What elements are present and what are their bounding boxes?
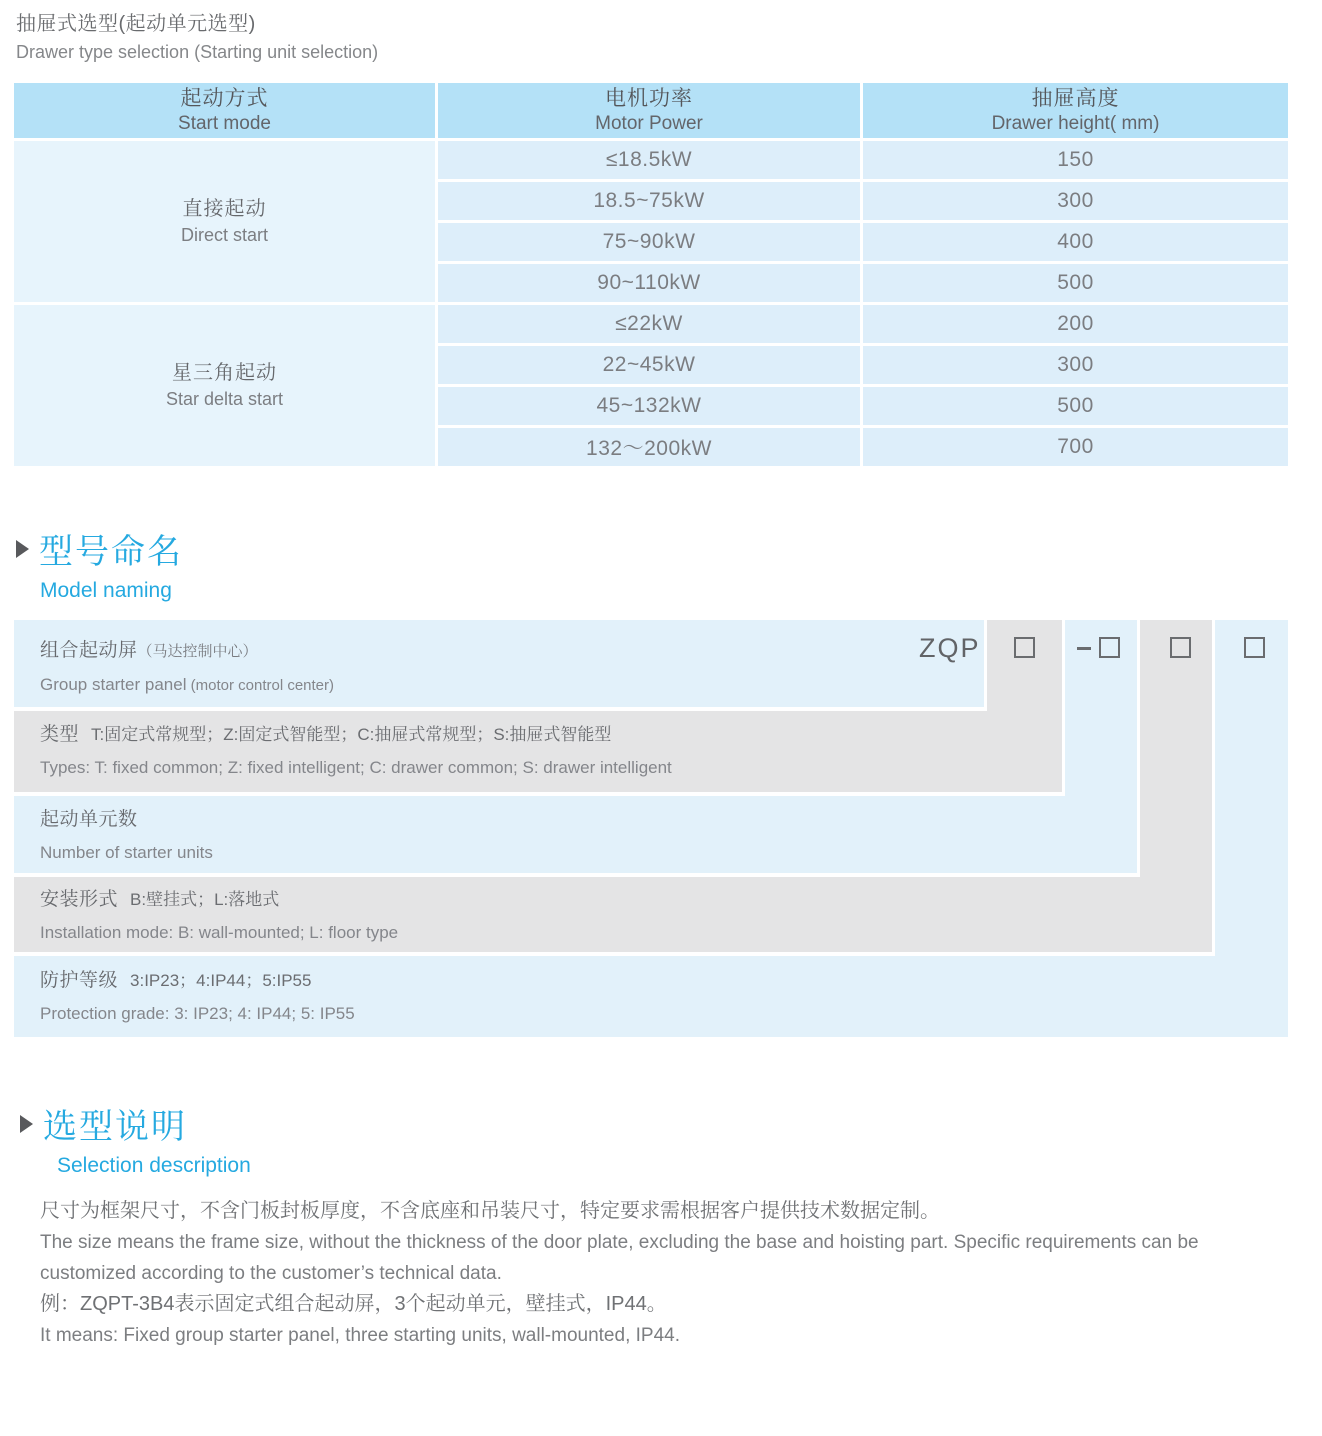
drawer-selection-table — [14, 83, 1288, 466]
row-text-en: Number of starter units — [40, 843, 213, 862]
description-line: 尺寸为框架尺寸，不含门板封板厚度，不含底座和吊装尺寸，特定要求需根据客户提供技术数据定制。 — [40, 1200, 940, 1222]
power-cell: 22~45kW — [438, 346, 860, 384]
power-cell: 45~132kW — [438, 387, 860, 425]
mode-zh: 直接起动 — [182, 198, 267, 220]
power-cell: 18.5~75kW — [438, 182, 860, 220]
model-code-box-type — [1014, 637, 1035, 658]
height-cell: 200 — [863, 305, 1288, 343]
section-title-en: Model naming — [40, 579, 172, 602]
section-selection-description-title — [20, 1099, 251, 1178]
model-code-box-unit-count — [1099, 637, 1120, 658]
section-model-naming-title — [16, 524, 183, 603]
model-code-box-protection — [1244, 637, 1265, 658]
row-label-zh: 类型 — [40, 724, 80, 745]
description-line: 例：ZQPT-3B4表示固定式组合起动屏，3个起动单元，壁挂式，IP44。 — [40, 1293, 667, 1315]
row-text-en: Types: T: fixed common; Z: fixed intelligent; C: drawer common; S: drawer intelligent — [40, 758, 672, 777]
row-paren-zh: （马达控制中心） — [137, 643, 258, 660]
model-code-box-installation — [1170, 637, 1191, 658]
row-label-en: Group starter panel — [40, 675, 187, 694]
section-title-en: Selection description — [57, 1154, 251, 1177]
power-cell: ≤18.5kW — [438, 141, 860, 179]
start-mode-cell-direct — [14, 141, 435, 302]
model-row-protection-grade — [14, 956, 1288, 1037]
section-title-zh: 选型说明 — [43, 1108, 187, 1146]
power-cell: 75~90kW — [438, 223, 860, 261]
model-code-prefix: ZQP — [919, 633, 981, 663]
row-detail-zh: B:壁挂式；L:落地式 — [130, 890, 280, 909]
section-triangle-icon — [20, 1115, 33, 1133]
power-cell: 90~110kW — [438, 264, 860, 302]
header-zh: 电机功率 — [605, 87, 693, 110]
page-title-zh: 抽屉式选型(起动单元选型) — [16, 13, 256, 35]
model-row-types — [14, 711, 1062, 792]
header-en: Start mode — [178, 113, 271, 134]
row-text-zh — [40, 638, 984, 665]
row-text-zh — [40, 807, 1137, 833]
selection-description-text — [40, 1196, 1292, 1351]
row-detail-zh: T:固定式常规型；Z:固定式智能型；C:抽屉式常规型；S:抽屉式智能型 — [91, 725, 612, 744]
height-cell: 500 — [863, 387, 1288, 425]
height-cell: 300 — [863, 182, 1288, 220]
mode-zh: 星三角起动 — [172, 362, 277, 384]
description-line: It means: Fixed group starter panel, three starting units, wall-mounted, IP44. — [40, 1325, 680, 1346]
model-naming-diagram — [14, 620, 1288, 1037]
column-header-drawer-height — [863, 83, 1288, 138]
power-cell: ≤22kW — [438, 305, 860, 343]
model-row-group-starter-panel — [14, 620, 984, 707]
description-line: customized according to the customer’s technical data. — [40, 1263, 502, 1284]
description-line: The size means the frame size, without the thickness of the door plate, excluding the base and hoisting part. Specific requirements can be — [40, 1232, 1199, 1253]
height-cell: 700 — [863, 428, 1288, 466]
height-cell: 500 — [863, 264, 1288, 302]
section-triangle-icon — [16, 540, 29, 558]
header-en: Motor Power — [595, 113, 703, 134]
header-en: Drawer height( mm) — [991, 113, 1160, 134]
header-zh: 抽屉高度 — [1031, 87, 1120, 110]
row-text-zh — [40, 968, 1288, 994]
row-paren-en: (motor control center) — [186, 677, 335, 694]
height-cell: 400 — [863, 223, 1288, 261]
height-cell: 300 — [863, 346, 1288, 384]
start-mode-cell-star-delta — [14, 305, 435, 466]
dash-separator — [1077, 647, 1091, 650]
page-title-en: Drawer type selection (Starting unit selection) — [16, 42, 379, 62]
row-label-zh: 安装形式 — [40, 889, 119, 910]
row-label-zh: 组合起动屏 — [40, 640, 138, 661]
height-cell: 150 — [863, 141, 1288, 179]
column-header-motor-power — [438, 83, 860, 138]
power-cell: 132～200kW — [438, 428, 860, 466]
row-text-en: Installation mode: B: wall-mounted; L: floor type — [40, 923, 399, 942]
row-label-zh: 防护等级 — [40, 970, 119, 991]
row-detail-zh: 3:IP23；4:IP44；5:IP55 — [130, 971, 312, 990]
row-text-zh — [40, 722, 1062, 748]
row-text-en: Protection grade: 3: IP23; 4: IP44; 5: IP55 — [40, 1004, 355, 1023]
section-title-zh: 型号命名 — [39, 533, 183, 571]
mode-en: Direct start — [180, 225, 268, 245]
header-zh: 起动方式 — [180, 87, 269, 110]
row-text-en — [40, 674, 984, 697]
model-row-starter-unit-count — [14, 796, 1137, 873]
mode-en: Star delta start — [165, 389, 284, 409]
row-text-zh — [40, 887, 1212, 913]
row-label-zh: 起动单元数 — [40, 809, 138, 830]
column-header-start-mode — [14, 83, 435, 138]
page-title — [16, 10, 378, 66]
model-row-installation-mode — [14, 877, 1212, 952]
